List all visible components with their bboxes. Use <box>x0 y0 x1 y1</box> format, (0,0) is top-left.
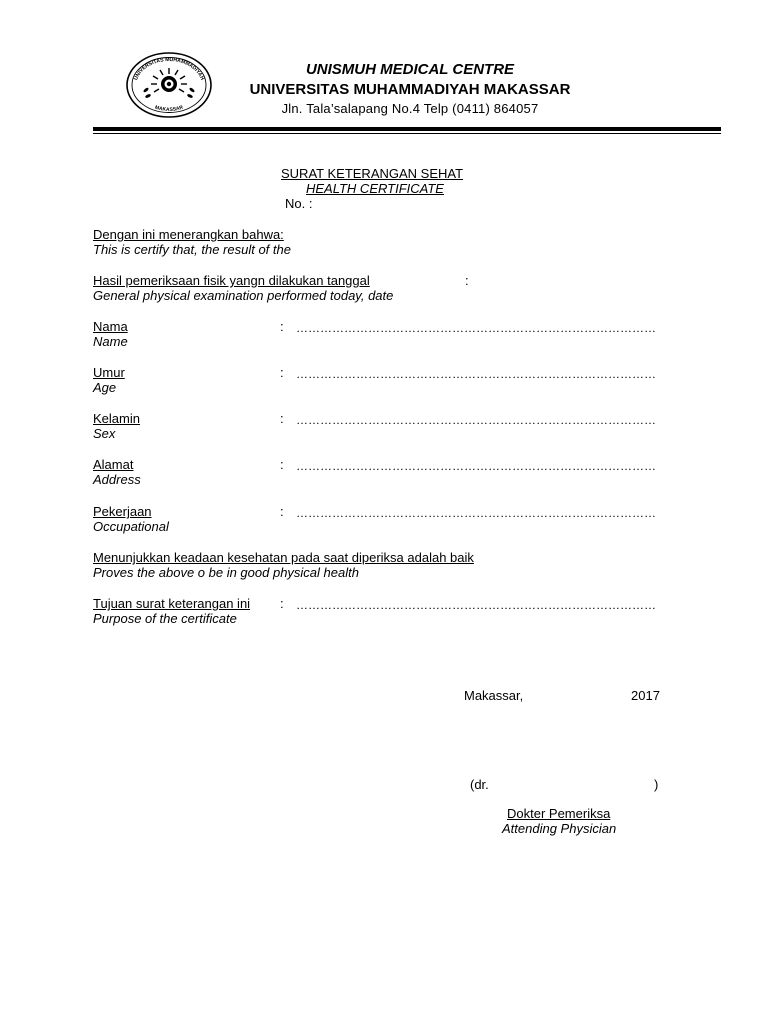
doctor-name-open: (dr. <box>470 777 489 792</box>
field-label-name-english: Name <box>93 334 128 349</box>
field-blank-address[interactable]: ……………………………………………………………………………… <box>296 459 656 473</box>
field-colon-name: : <box>280 319 284 334</box>
signature-role-english: Attending Physician <box>502 821 617 836</box>
field-colon-age: : <box>280 365 284 380</box>
field-blank-occupation[interactable]: ……………………………………………………………………………… <box>296 506 656 520</box>
field-label-address: Alamat <box>93 457 134 472</box>
title-english: HEALTH CERTIFICATE <box>306 181 444 196</box>
purpose-label-english: Purpose of the certificate <box>93 611 237 626</box>
signature-role-indonesian: Dokter Pemeriksa <box>507 806 611 821</box>
header-divider-thick <box>93 127 721 131</box>
university-seal-icon <box>124 50 214 120</box>
svg-text:MAKASSAR: MAKASSAR <box>154 104 184 114</box>
field-colon-sex: : <box>280 411 284 426</box>
svg-text:UNIVERSITAS MUHAMMADIYAH: UNIVERSITAS MUHAMMADIYAH <box>133 56 205 82</box>
signature-year: 2017 <box>631 688 660 703</box>
field-label-age-english: Age <box>93 380 117 395</box>
field-label-address-english: Address <box>93 472 141 487</box>
purpose-blank[interactable]: ……………………………………………………………………………… <box>296 598 656 612</box>
intro-indonesian: Dengan ini menerangkan bahwa: <box>93 227 284 242</box>
address-line: Jln. Tala’salapang No.4 Telp (0411) 864057 <box>281 101 539 116</box>
field-label-name: Nama <box>93 319 128 334</box>
university-name: UNIVERSITAS MUHAMMADIYAH MAKASSAR <box>249 81 571 98</box>
centre-name: UNISMUH MEDICAL CENTRE <box>305 61 515 78</box>
field-blank-sex[interactable]: ……………………………………………………………………………… <box>296 413 656 427</box>
health-statement-indonesian: Menunjukkan keadaan kesehatan pada saat diperiksa adalah baik <box>93 550 474 565</box>
exam-date-colon: : <box>465 273 469 288</box>
exam-date-indonesian: Hasil pemeriksaan fisik yangn dilakukan tanggal <box>93 273 370 288</box>
purpose-label-indonesian: Tujuan surat keterangan ini <box>93 596 251 611</box>
field-label-age: Umur <box>93 365 125 380</box>
signature-place: Makassar, <box>464 688 524 703</box>
field-label-occupation: Pekerjaan <box>93 504 152 519</box>
field-blank-age[interactable]: ……………………………………………………………………………… <box>296 367 656 381</box>
field-colon-occupation: : <box>280 504 284 519</box>
field-colon-address: : <box>280 457 284 472</box>
header-divider-thin <box>93 133 721 134</box>
intro-english: This is certify that, the result of the <box>93 242 291 257</box>
doctor-name-close: ) <box>654 777 659 792</box>
field-blank-name[interactable]: ……………………………………………………………………………… <box>296 321 656 335</box>
exam-date-english: General physical examination performed today, date <box>93 288 394 303</box>
field-label-sex: Kelamin <box>93 411 140 426</box>
field-label-occupation-english: Occupational <box>93 519 169 534</box>
certificate-number-label: No. : <box>285 196 313 211</box>
purpose-colon: : <box>280 596 284 611</box>
field-label-sex-english: Sex <box>93 426 116 441</box>
health-statement-english: Proves the above o be in good physical health <box>93 565 359 580</box>
title-indonesian: SURAT KETERANGAN SEHAT <box>281 166 464 181</box>
